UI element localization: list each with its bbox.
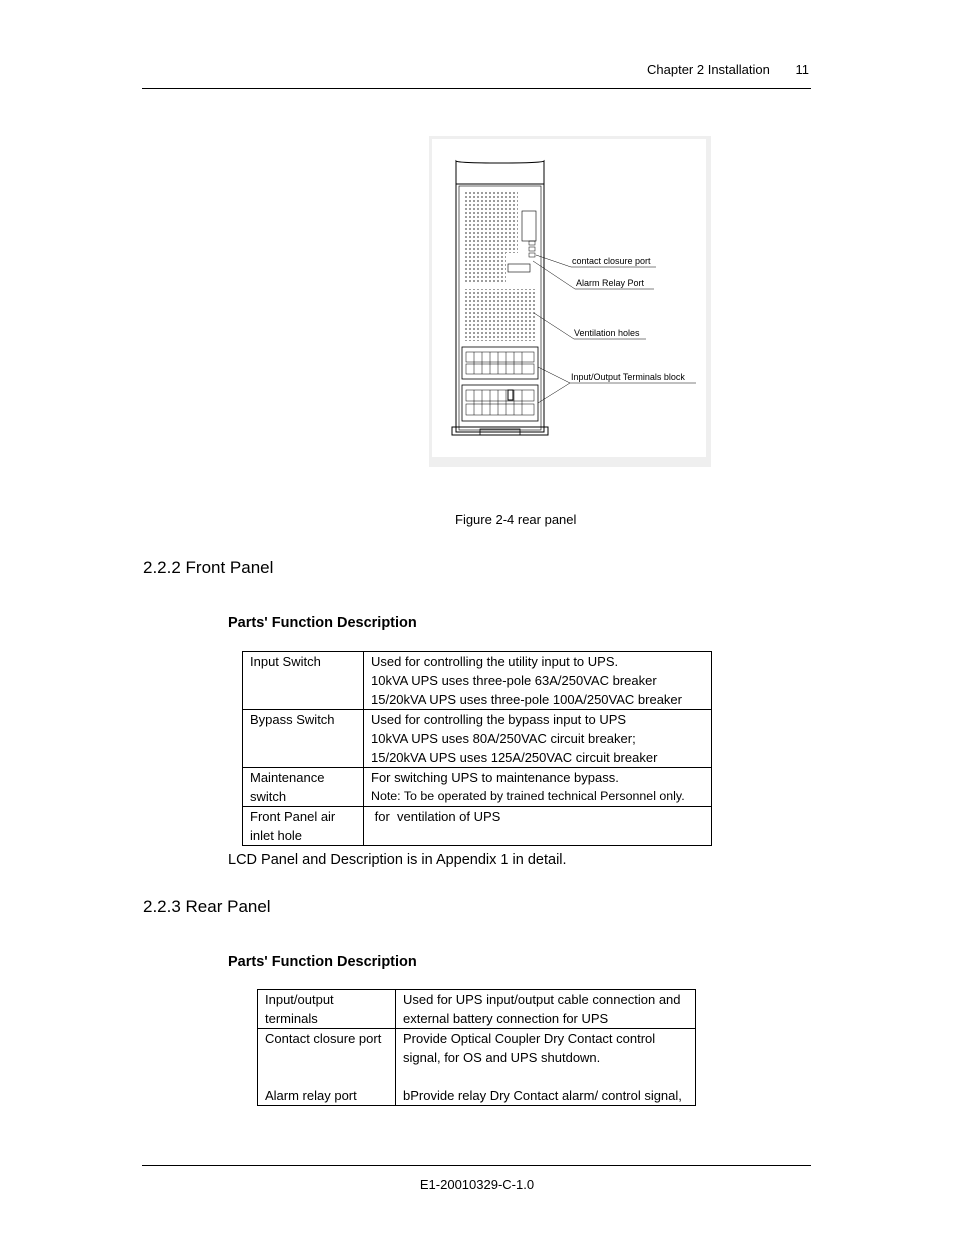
lcd-panel-note: LCD Panel and Description is in Appendix 1 in detail. [228, 852, 567, 868]
part-name: Alarm relay port [265, 1088, 357, 1103]
part-name: terminals [265, 1011, 318, 1026]
part-description: 15/20kVA UPS uses three-pole 100A/250VAC breaker [371, 692, 682, 707]
callout-io-terminals: Input/Output Terminals block [571, 372, 685, 382]
table-row [243, 710, 712, 768]
rear-panel-table [257, 989, 696, 1106]
callout-contact-closure: contact closure port [572, 256, 651, 266]
part-name: Front Panel air [250, 809, 336, 824]
rear-panel-figure [429, 136, 711, 467]
terminal-block-lower [462, 385, 538, 421]
front-panel-table-title: Parts' Function Description [228, 615, 417, 631]
section-heading-front-panel: 2.2.2 Front Panel [143, 558, 274, 577]
table-row [258, 990, 696, 1029]
page-header [647, 62, 809, 77]
part-description: Used for UPS input/output cable connection and [403, 992, 681, 1007]
page-number: 11 [795, 62, 809, 77]
part-description: signal, for OS and UPS shutdown. [403, 1050, 601, 1065]
part-name: Input/output [265, 992, 334, 1007]
part-name: Maintenance [250, 770, 325, 785]
rear-panel-table-title: Parts' Function Description [228, 954, 417, 970]
part-description: For switching UPS to maintenance bypass. [371, 770, 619, 785]
table-row [243, 652, 712, 710]
section-heading-rear-panel: 2.2.3 Rear Panel [143, 897, 271, 916]
part-description: Used for controlling the utility input to UPS. [371, 654, 619, 669]
part-description: 10kVA UPS uses 80A/250VAC circuit breaker; [371, 731, 636, 746]
part-description: for ventilation of UPS [371, 809, 501, 824]
document-id: E1-20010329-C-1.0 [419, 1177, 535, 1192]
part-description: Provide Optical Coupler Dry Contact control [403, 1031, 656, 1046]
part-name: Contact closure port [265, 1031, 382, 1046]
front-panel-table [242, 651, 712, 846]
part-description: 15/20kVA UPS uses 125A/250VAC circuit breaker [371, 750, 658, 765]
part-description: Used for controlling the bypass input to UPS [371, 712, 627, 727]
table-row [243, 807, 712, 846]
callout-alarm-relay: Alarm Relay Port [576, 278, 645, 288]
callout-ventilation: Ventilation holes [574, 328, 640, 338]
ups-rear-panel-drawing [432, 139, 706, 457]
footer-rule [142, 1165, 811, 1166]
part-description: Note: To be operated by trained technical Personnel only. [371, 789, 685, 803]
vent-holes-lower [463, 289, 537, 341]
table-row [258, 1029, 696, 1068]
part-name: inlet hole [250, 828, 303, 843]
figure-caption: Figure 2-4 rear panel [455, 512, 577, 527]
header-rule [142, 88, 811, 89]
part-description: 10kVA UPS uses three-pole 63A/250VAC breaker [371, 673, 657, 688]
table-row [243, 768, 712, 807]
vent-holes-upper [463, 191, 506, 283]
table-row [258, 1067, 696, 1106]
part-name: switch [250, 789, 287, 804]
part-description: bProvide relay Dry Contact alarm/ control signal, [403, 1088, 682, 1103]
chapter-title: Chapter 2 Installation [647, 62, 770, 77]
part-name: Bypass Switch [250, 712, 335, 727]
part-name: Input Switch [250, 654, 321, 669]
part-description: external battery connection for UPS [403, 1011, 609, 1026]
